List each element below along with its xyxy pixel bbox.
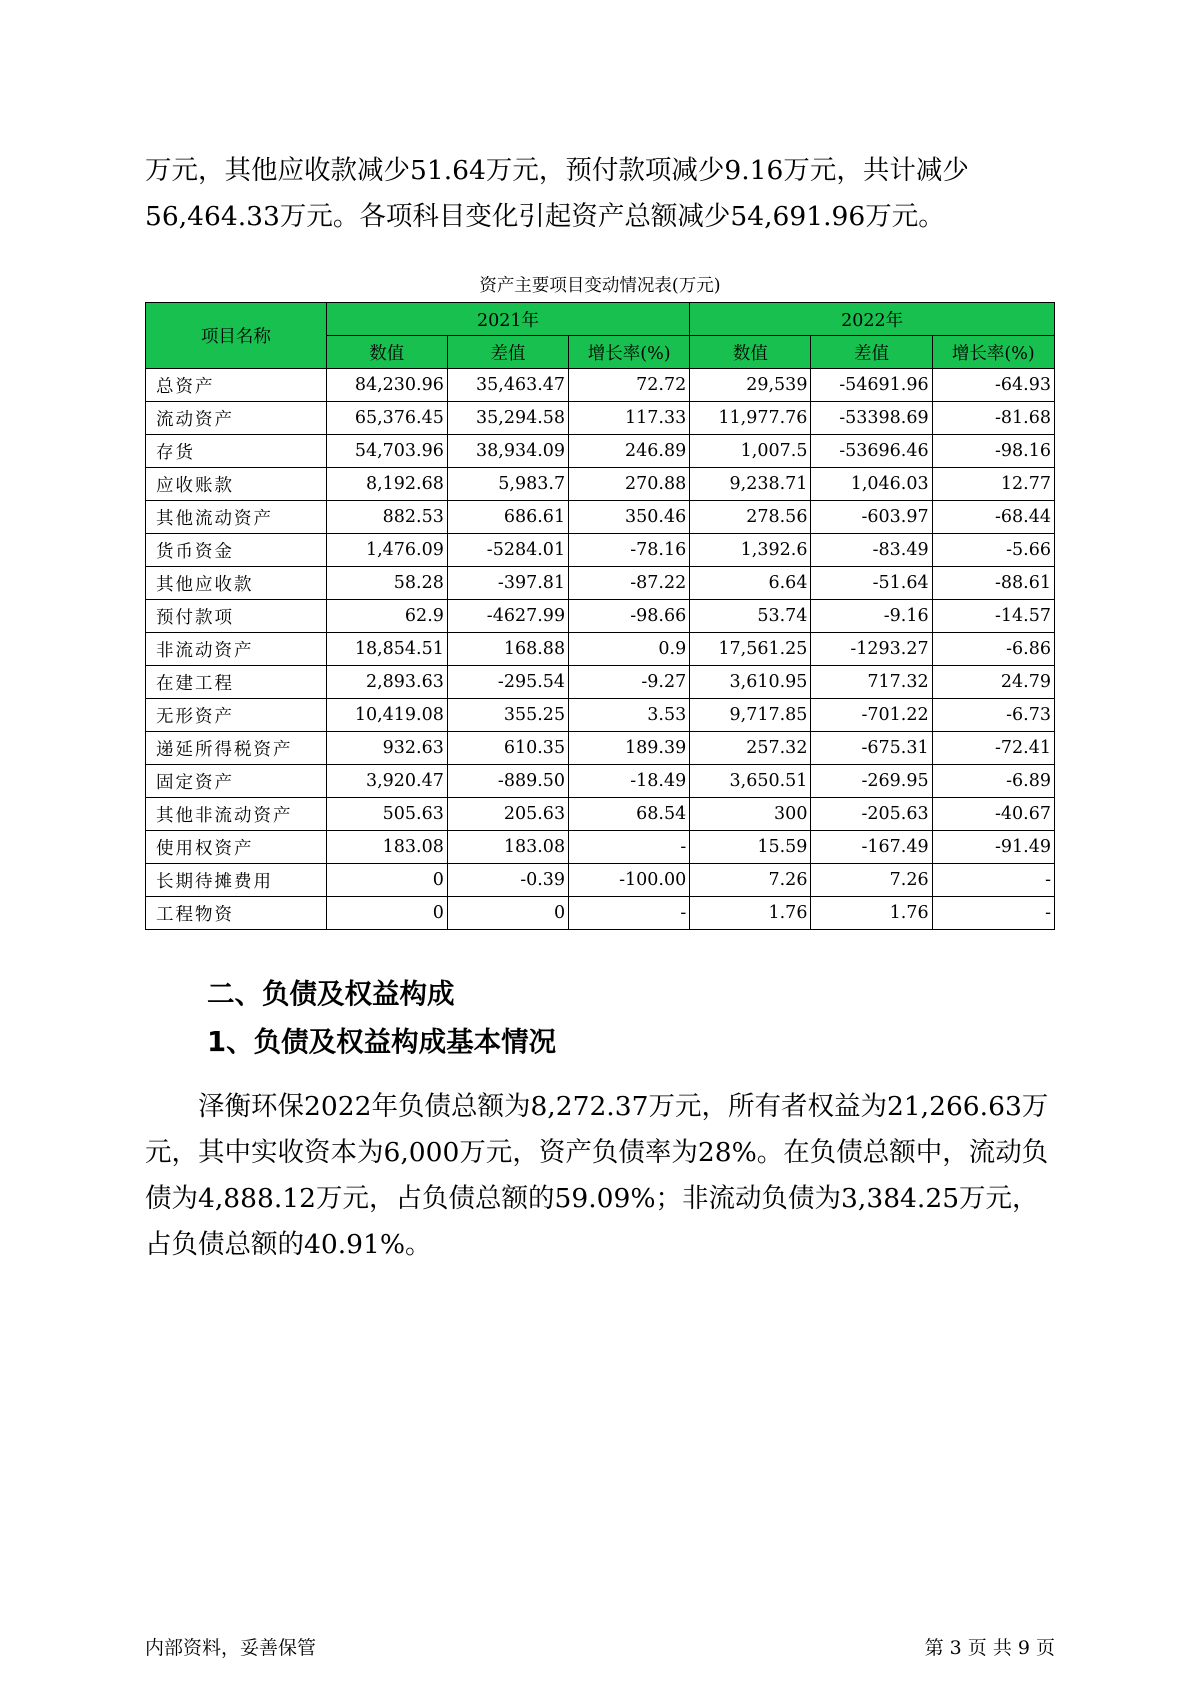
row-item-name: 总资产 [146, 369, 327, 402]
row-value-cell: 3,610.95 [690, 666, 811, 699]
row-value-cell: -4627.99 [447, 600, 568, 633]
table-caption: 资产主要项目变动情况表(万元) [479, 276, 721, 296]
subsection-heading: 1、负债及权益构成基本情况 [207, 1026, 557, 1058]
intro-paragraph: 万元，其他应收款减少51.64万元，预付款项减少9.16万元，共计减少56,464.33万元。各项科目变化引起资产总额减少54,691.96万元。 [145, 155, 969, 232]
row-value-cell: 65,376.45 [326, 402, 447, 435]
table-row [146, 402, 1055, 435]
row-value-cell: -397.81 [447, 567, 568, 600]
row-value-cell: -0.39 [447, 864, 568, 897]
col-value-2022: 数值 [690, 336, 811, 369]
table-row [146, 765, 1055, 798]
table-row [146, 600, 1055, 633]
row-value-cell: 1,007.5 [690, 435, 811, 468]
row-value-cell: 300 [690, 798, 811, 831]
table-row [146, 567, 1055, 600]
row-value-cell: 1.76 [690, 897, 811, 930]
row-value-cell: -701.22 [811, 699, 932, 732]
footer-confidential-note: 内部资料，妥善保管 [145, 1637, 317, 1659]
row-value-cell: 3,920.47 [326, 765, 447, 798]
row-value-cell: 257.32 [690, 732, 811, 765]
col-growth-2021: 增长率(%) [569, 336, 690, 369]
row-value-cell: 24.79 [932, 666, 1054, 699]
row-value-cell: 58.28 [326, 567, 447, 600]
table-row [146, 864, 1055, 897]
row-value-cell: 0 [326, 897, 447, 930]
row-value-cell: - [569, 831, 690, 864]
row-value-cell: 18,854.51 [326, 633, 447, 666]
row-value-cell: -40.67 [932, 798, 1054, 831]
row-value-cell: -167.49 [811, 831, 932, 864]
row-value-cell: 3.53 [569, 699, 690, 732]
row-value-cell: 72.72 [569, 369, 690, 402]
row-value-cell: -6.73 [932, 699, 1054, 732]
row-value-cell: 0 [447, 897, 568, 930]
row-value-cell: 0 [326, 864, 447, 897]
row-value-cell: 270.88 [569, 468, 690, 501]
row-value-cell: -91.49 [932, 831, 1054, 864]
col-value-2021: 数值 [326, 336, 447, 369]
row-item-name: 长期待摊费用 [146, 864, 327, 897]
row-value-cell: - [932, 897, 1054, 930]
row-value-cell: 53.74 [690, 600, 811, 633]
row-value-cell: -88.61 [932, 567, 1054, 600]
table-row [146, 501, 1055, 534]
row-value-cell: 12.77 [932, 468, 1054, 501]
row-value-cell: 1,476.09 [326, 534, 447, 567]
row-value-cell: 0.9 [569, 633, 690, 666]
row-value-cell: 189.39 [569, 732, 690, 765]
row-value-cell: 355.25 [447, 699, 568, 732]
item-name-header: 项目名称 [146, 303, 327, 369]
row-value-cell: 29,539 [690, 369, 811, 402]
row-item-name: 流动资产 [146, 402, 327, 435]
row-value-cell: 10,419.08 [326, 699, 447, 732]
row-item-name: 预付款项 [146, 600, 327, 633]
row-item-name: 其他非流动资产 [146, 798, 327, 831]
row-value-cell: 168.88 [447, 633, 568, 666]
row-value-cell: -83.49 [811, 534, 932, 567]
row-value-cell: -98.66 [569, 600, 690, 633]
row-value-cell: -14.57 [932, 600, 1054, 633]
row-item-name: 存货 [146, 435, 327, 468]
row-value-cell: 35,294.58 [447, 402, 568, 435]
row-item-name: 在建工程 [146, 666, 327, 699]
footer-page-number: 第 3 页 共 9 页 [924, 1637, 1055, 1659]
table-row [146, 897, 1055, 930]
row-value-cell: 38,934.09 [447, 435, 568, 468]
row-value-cell: 62.9 [326, 600, 447, 633]
row-item-name: 固定资产 [146, 765, 327, 798]
row-value-cell: -87.22 [569, 567, 690, 600]
row-value-cell: 505.63 [326, 798, 447, 831]
row-value-cell: -18.49 [569, 765, 690, 798]
table-row [146, 534, 1055, 567]
row-value-cell: -51.64 [811, 567, 932, 600]
col-growth-2022: 增长率(%) [932, 336, 1054, 369]
row-value-cell: 17,561.25 [690, 633, 811, 666]
row-value-cell: -603.97 [811, 501, 932, 534]
row-value-cell: 246.89 [569, 435, 690, 468]
row-value-cell: -6.89 [932, 765, 1054, 798]
row-item-name: 应收账款 [146, 468, 327, 501]
row-value-cell: -9.27 [569, 666, 690, 699]
row-value-cell: 117.33 [569, 402, 690, 435]
row-value-cell: 68.54 [569, 798, 690, 831]
row-item-name: 工程物资 [146, 897, 327, 930]
row-value-cell: - [569, 897, 690, 930]
row-item-name: 无形资产 [146, 699, 327, 732]
row-value-cell: 278.56 [690, 501, 811, 534]
row-value-cell: 610.35 [447, 732, 568, 765]
row-value-cell: 3,650.51 [690, 765, 811, 798]
row-value-cell: 9,238.71 [690, 468, 811, 501]
row-item-name: 递延所得税资产 [146, 732, 327, 765]
row-item-name: 使用权资产 [146, 831, 327, 864]
table-row [146, 633, 1055, 666]
row-value-cell: 8,192.68 [326, 468, 447, 501]
table-row [146, 732, 1055, 765]
col-diff-2022: 差值 [811, 336, 932, 369]
table-row [146, 699, 1055, 732]
row-item-name: 其他应收款 [146, 567, 327, 600]
table-row [146, 435, 1055, 468]
col-diff-2021: 差值 [447, 336, 568, 369]
table-row [146, 666, 1055, 699]
asset-change-table [145, 302, 1055, 930]
row-value-cell: -78.16 [569, 534, 690, 567]
body-paragraph: 泽衡环保2022年负债总额为8,272.37万元，所有者权益为21,266.63万元，其中实收资本为6,000万元，资产负债率为28%。在负债总额中，流动负债为4,888.12万元，占负债总额的59.09%；非流动负债为3,384.25万元，占负债总额的40.91%。 [145, 1091, 1049, 1260]
table-row [146, 831, 1055, 864]
row-value-cell: 54,703.96 [326, 435, 447, 468]
row-value-cell: 35,463.47 [447, 369, 568, 402]
row-value-cell: -81.68 [932, 402, 1054, 435]
row-value-cell: -64.93 [932, 369, 1054, 402]
row-value-cell: -675.31 [811, 732, 932, 765]
row-value-cell: 11,977.76 [690, 402, 811, 435]
table-row [146, 468, 1055, 501]
row-value-cell: -53696.46 [811, 435, 932, 468]
row-value-cell: 183.08 [326, 831, 447, 864]
row-value-cell: 1.76 [811, 897, 932, 930]
row-value-cell: -269.95 [811, 765, 932, 798]
row-item-name: 货币资金 [146, 534, 327, 567]
row-value-cell: 882.53 [326, 501, 447, 534]
row-value-cell: -53398.69 [811, 402, 932, 435]
row-value-cell: -5284.01 [447, 534, 568, 567]
year-2022-header: 2022年 [690, 303, 1055, 336]
row-value-cell: -1293.27 [811, 633, 932, 666]
row-value-cell: -68.44 [932, 501, 1054, 534]
row-value-cell: -98.16 [932, 435, 1054, 468]
row-value-cell: 7.26 [811, 864, 932, 897]
year-2021-header: 2021年 [326, 303, 690, 336]
row-value-cell: -72.41 [932, 732, 1054, 765]
row-value-cell: 2,893.63 [326, 666, 447, 699]
table-body [146, 369, 1055, 930]
row-value-cell: 9,717.85 [690, 699, 811, 732]
row-value-cell: 7.26 [690, 864, 811, 897]
row-value-cell: 183.08 [447, 831, 568, 864]
row-value-cell: -9.16 [811, 600, 932, 633]
row-value-cell: 5,983.7 [447, 468, 568, 501]
row-value-cell: 686.61 [447, 501, 568, 534]
row-value-cell: -100.00 [569, 864, 690, 897]
row-value-cell: 1,392.6 [690, 534, 811, 567]
row-value-cell: 84,230.96 [326, 369, 447, 402]
row-item-name: 非流动资产 [146, 633, 327, 666]
row-value-cell: -6.86 [932, 633, 1054, 666]
row-value-cell: 6.64 [690, 567, 811, 600]
section-heading: 二、负债及权益构成 [207, 978, 455, 1010]
table-row [146, 369, 1055, 402]
row-value-cell: -205.63 [811, 798, 932, 831]
row-value-cell: -54691.96 [811, 369, 932, 402]
row-value-cell: 1,046.03 [811, 468, 932, 501]
row-value-cell: -889.50 [447, 765, 568, 798]
row-value-cell: 932.63 [326, 732, 447, 765]
row-value-cell: -5.66 [932, 534, 1054, 567]
row-value-cell: 205.63 [447, 798, 568, 831]
table-row [146, 798, 1055, 831]
row-value-cell: - [932, 864, 1054, 897]
row-value-cell: 15.59 [690, 831, 811, 864]
row-item-name: 其他流动资产 [146, 501, 327, 534]
row-value-cell: -295.54 [447, 666, 568, 699]
row-value-cell: 350.46 [569, 501, 690, 534]
row-value-cell: 717.32 [811, 666, 932, 699]
